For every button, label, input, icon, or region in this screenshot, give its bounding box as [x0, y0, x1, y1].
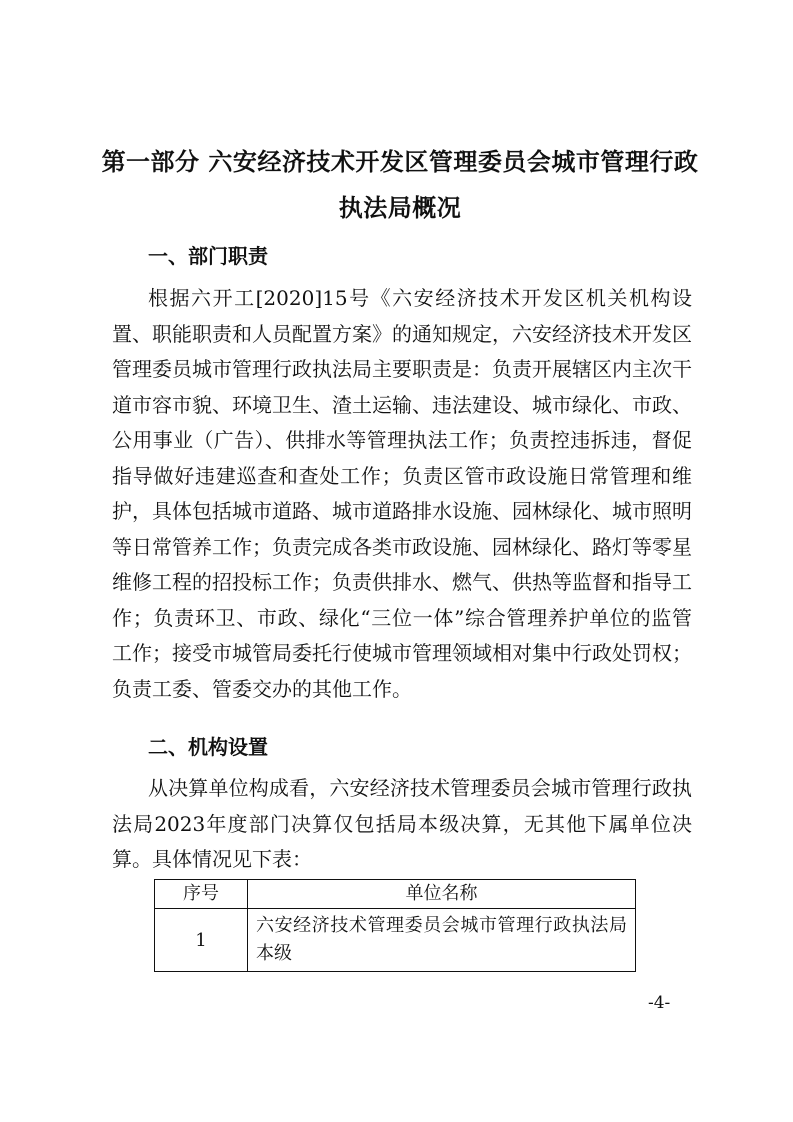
column-header-number: 序号: [155, 880, 248, 909]
unit-table: [154, 879, 636, 972]
table-row: [155, 909, 636, 972]
section-heading-duties: 一、部门职责: [148, 244, 268, 268]
column-header-unit-name: 单位名称: [248, 880, 636, 909]
section-body-structure: 从决算单位构成看，六安经济技术管理委员会城市管理行政执法局2023年度部门决算仅包括局本级决算，无其他下属单位决算。具体情况见下表：: [112, 776, 692, 871]
unit-name-cell: 六安经济技术管理委员会城市管理行政执法局本级: [248, 909, 636, 972]
section-heading-structure: 二、机构设置: [148, 735, 268, 759]
table-header-row: [155, 880, 636, 909]
section-body-duties: 根据六开工[2020]15号《六安经济技术开发区机关机构设置、职能职责和人员配置方案》的通知规定，六安经济技术开发区管理委员城市管理行政执法局主要职责是：负责开展辖区内主次干道市容市貌、环境卫生、渣土运输、违法建设、城市绿化、市政、公用事业（广告）、供排水等管理执法工作；负责控违拆违，督促指导做好违建巡查和查处工作；负责区管市政设施日常管理和维护，具体包括城市道路、城市道路排水设施、园林绿化、城市照明等日常管养工作；负责完成各类市政设施、园林绿化、路灯等零星维修工程的招投标工作；负责供排水、燃气、供热等监督和指导工作；负责环卫、市政、绿化“三位一体”综合管理养护单位的监管工作；接受市城管局委托行使城市管理领域相对集中行政处罚权；负责工委、管委交办的其他工作。: [112, 286, 692, 701]
page-title-line-2: 执法局概况: [338, 194, 462, 222]
page-number: -4-: [648, 993, 671, 1013]
row-number-cell: 1: [155, 909, 248, 972]
page-title-line-1: 第一部分 六安经济技术开发区管理委员会城市管理行政: [101, 148, 699, 176]
